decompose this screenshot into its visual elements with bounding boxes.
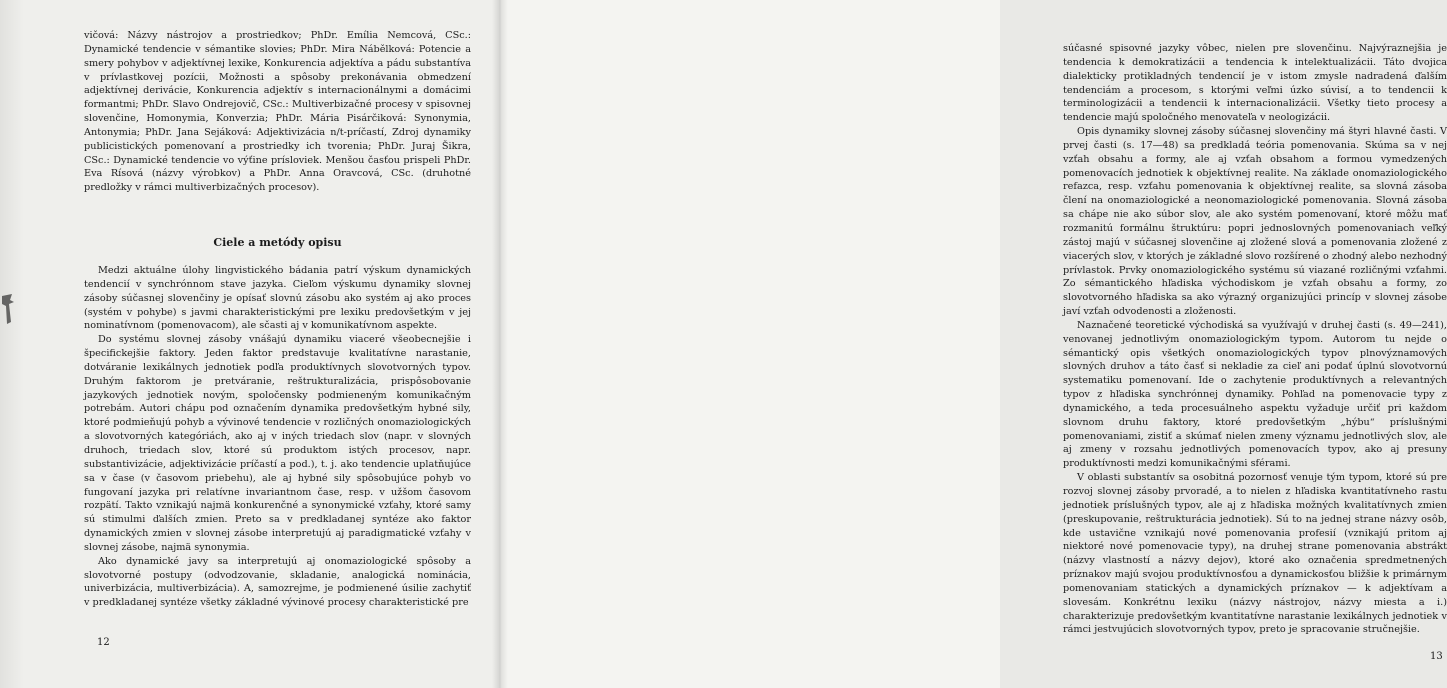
page-edge-shadow bbox=[0, 0, 24, 688]
left-intro-text bbox=[84, 29, 471, 195]
right-page bbox=[500, 0, 1447, 688]
body-paragraph: V oblasti substantív sa osobitná pozornosť venuje tým typom, ktoré sú pre rozvoj slovnej zásoby prvoradé, a to nielen z hľadiska kvantitatívneho rastu jednotiek príslušných typov, ale aj z hľadiska možných kvalitatívnych zmien (preskupovanie, reštrukturácia jednotiek). Sú to na jednej strane názvy osôb, kde ustavične vznikajú nové pomenovania profesií (vznikajú pritom aj niektoré nové pomenovacie typy), na druhej strane pomenovania abstrákt (názvy vlastností a názvy dejov), ktoré ako označenia spredmetnených príznakov majú svojou produktívnosťou a dynamickosťou bližšie k primárnym pomenovaniam statických a dynamických príznakov — k adjektívam a slovesám. Konkrétnu lexiku (názvy nástrojov, názvy miesta a i.) charakterizuje predovšetkým kvantitatívne narastanie lexikálnych jednotiek v rámci jestvujúcich slovotvorných typov, preto je spracovanie stručnejšie. bbox=[1063, 472, 1447, 636]
body-paragraph: Naznačené teoretické východiská sa využívajú v druhej časti (s. 49—241), venovanej jednotlivým onomaziologickým typom. Autorom tu nejde o sémantický opis všetkých onomaziologických typov plnovýznamových slovných druhov a táto časť si nekladie za cieľ ani podať úplnú slovotvornú systematiku pomenovaní. Ide o zachytenie produktívnych a relevantných typov z hľadiska synchrónnej dynamiky. Pohľad na pomenovacie typy z dynamického, a teda procesuálneho aspektu vyžaduje určiť pri každom slovnom druhu faktory, ktoré predovšetkým „hýbu“ príslušnými pomenovaniami, zistiť a skúmať nielen zmeny významu jednotlivých slov, ale aj zmeny v rozsahu jednotlivých pomenovacích typov, ako aj presuny produktívnosti medzi komunikačnými sférami. bbox=[1063, 319, 1447, 470]
body-paragraph: Opis dynamiky slovnej zásoby súčasnej slovenčiny má štyri hlavné časti. V prvej časti (s. 17—48) sa predkladá teória pomenovania. Skúma sa v nej vzťah obsahu a formy, ale aj vzťah obsahom a formou vymedzených pomenovacích jednotiek k objektívnej realite. Na základe onomaziologického refazca, resp. vzťahu pomenovania k objektívnej realite, sa slovná zásoba člení na onomaziologické a neonomaziologické pomenovania. Slovná zásoba sa chápe nie ako súbor slov, ale ako systém pomenovaní, ktoré môžu mať rozmanitú formálnu štruktúru: popri jednoslovných pomenovaniach veľký zástoj majú v súčasnej slovenčine aj zložené slová a pomenovania zložené z viacerých slov, v ktorých je základné slovo rozšírené o zhodný alebo nezhodný prívlastok. Prvky onomaziologického systému sú viazané rozličnými vzťahmi. Zo sémantického hľadiska východiskom je vzťah obsahu a formy, zo slovotvorného hľadiska sa ako výrazný organizujúci princíp v slovnej zásobe javí vzťah odvodenosti a zloženosti. bbox=[1063, 126, 1447, 318]
body-paragraph: súčasné spisovné jazyky vôbec, nielen pre slovenčinu. Najvýraznejšia je tendencia k demokratizácii a tendencia k intelektualizácii. Táto dvojica dialekticky protikladných tendencií je v istom zmysle nadradená ďalším tendenciám a procesom, s ktorými veľmi úzko súvisí, a to tendencii k terminologizácii a tendencii k internacionalizácii. Všetky tieto procesy a tendencie majú spoločného menovateľa v neologizácii. bbox=[1063, 43, 1447, 124]
body-paragraph: Do systému slovnej zásoby vnášajú dynamiku viaceré všeobecnejšie i špecifickejšie faktory. Jeden faktor predstavuje kvalitatívne narastanie, dotváranie lexikálnych jednotiek podľa produktívnych slovotvorných typov. Druhým faktorom je pretváranie, reštrukturalizácia, prispôsobovanie jazykových jednotiek novým, spoločensky podmieneným komunikačným potrebám. Autori chápu pod označením dynamika predovšetkým hybné sily, ktoré podmieňujú pohyb a vývinové tendencie v rozličných onomaziologických a slovotvorných kategóriách, ako aj v iných triedach slov (napr. v slovných druhoch, triedach slov, ktoré sú produktom istých procesov, napr. substantivizácie, adjektivizácie príčastí a pod.), t. j. ako tendencie uplatňujúce sa v čase (v časovom priebehu), ale aj hybné sily spôsobujúce pohyb vo fungovaní jazyka pri relatívne invariantnom čase, resp. v užšom časovom rozpätí. Takto vznikajú najmä konkurenčné a synonymické vzťahy, ktoré samy sú stimulmi ďalších zmien. Preto sa v predkladanej syntéze ako faktor dynamických zmien v slovnej zásobe interpretujú aj paradigmatické vzťahy v slovnej zásobe, najmä synonymia. bbox=[84, 334, 471, 553]
page-number-left: 12 bbox=[97, 637, 110, 648]
left-body-text bbox=[84, 264, 471, 610]
intro-paragraph: vičová: Názvy nástrojov a prostriedkov; PhDr. Emília Nemcová, CSc.: Dynamické tendencie v sémantike slovies; PhDr. Mira Nábělková: Potencie a smery pohybov v adjektívnej lexike, Konkurencia adjektíva a pádu substantíva v prívlastkovej pozícii, Možnosti a spôsoby prekonávania obmedzení adjektívnej derivácie, Konkurencia adjektív s internacionálnymi a domácimi formantmi; PhDr. Slavo Ondrejovič, CSc.: Multiverbizačné procesy v spisovnej slovenčine, Homonymia, Konverzia; PhDr. Mária Pisárčiková: Synonymia, Antonymia; PhDr. Jana Sejáková: Adjektivizácia n/t-príčastí, Zdroj dynamiky publicistických pomenovaní a prostriedky ich tvorenia; PhDr. Juraj Šikra, CSc.: Dynamické tendencie vo výťine prísloviek. Menšou časťou prispeli PhDr. Eva Rísová (názvy výrobkov) a PhDr. Anna Oravcová, CSc. (druhotné predložky v rámci multiverbizačných procesov). bbox=[84, 30, 471, 194]
left-page bbox=[0, 0, 500, 688]
body-paragraph: Medzi aktuálne úlohy lingvistického bádania patrí výskum dynamických tendencií v synchrónnom stave jazyka. Cieľom výskumu dynamiky slovnej zásoby súčasnej slovenčiny je opísať slovnú zásobu ako systém aj ako proces (systém v pohybe) s javmi charakteristickými pre lexiku predovšetkým v jej nominatívnom (pomenovacom), ale sčasti aj v komunikatívnom aspekte. bbox=[84, 265, 471, 332]
book-gutter bbox=[492, 0, 508, 688]
body-paragraph: Ako dynamické javy sa interpretujú aj onomaziologické spôsoby a slovotvorné postupy (odvodzovanie, skladanie, analogická nominácia, univerbizácia, multiverbizácia). A, samozrejme, je podmienené úsilie zachytiť v predkladanej syntéze všetky základné vývinové procesy charakteristické pre bbox=[84, 555, 471, 609]
right-body-text bbox=[1063, 42, 1447, 637]
binding-mark-icon bbox=[0, 290, 20, 330]
section-heading: Ciele a metódy opisu bbox=[213, 236, 342, 249]
page-number-right: 13 bbox=[1430, 651, 1443, 662]
